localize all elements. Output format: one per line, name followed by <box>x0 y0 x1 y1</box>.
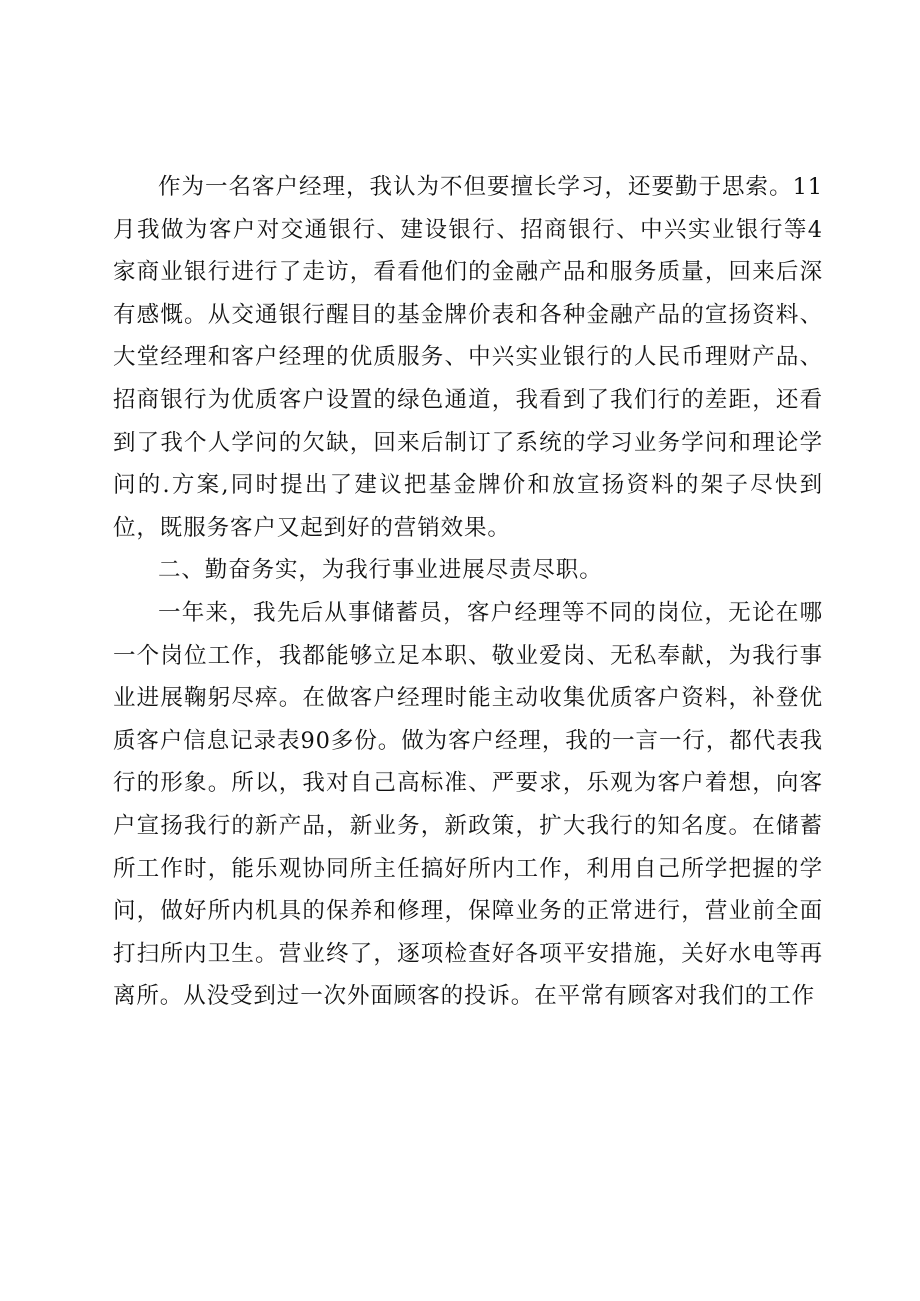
paragraph-work-duties: 一年来，我先后从事储蓄员，客户经理等不同的岗位，无论在哪一个岗位工作，我都能够立足本职、敬业爱岗、无私奉献，为我行事业进展鞠躬尽瘁。在做客户经理时能主动收集优质客户资料，补登优质客户信息记录表90多份。做为客户经理，我的一言一行，都代表我行的形象。所以，我对自己高标准、严要求，乐观为客户着想，向客户宣扬我行的新产品，新业务，新政策，扩大我行的知名度。在储蓄所工作时，能乐观协同所主任搞好所内工作，利用自己所学把握的学问，做好所内机具的保养和修理，保障业务的正常进行，营业前全面打扫所内卫生。营业终了，逐项检查好各项平安措施，关好水电等再离所。从没受到过一次外面顾客的投诉。在平常有顾客对我们的工作 <box>113 599 823 1010</box>
paragraph-study-and-reflection: 作为一名客户经理，我认为不但要擅长学习，还要勤于思索。11月我做为客户对交通银行、建设银行、招商银行、中兴实业银行等4家商业银行进行了走访，看看他们的金融产品和服务质量，回来后深有感慨。从交通银行醒目的基金牌价表和各种金融产品的宣扬资料、大堂经理和客户经理的优质服务、中兴实业银行的人民币理财产品、招商银行为优质客户设置的绿色通道，我看到了我们行的差距，还看到了我个人学问的欠缺，回来后制订了系统的学习业务学问和理论学问的.方案,同时提出了建议把基金牌价和放宣扬资料的架子尽快到位，既服务客户又起到好的营销效果。 <box>113 174 823 541</box>
section-heading: 二、勤奋务实，为我行事业进展尽责尽职。 <box>158 557 603 584</box>
document-body <box>113 166 823 1018</box>
